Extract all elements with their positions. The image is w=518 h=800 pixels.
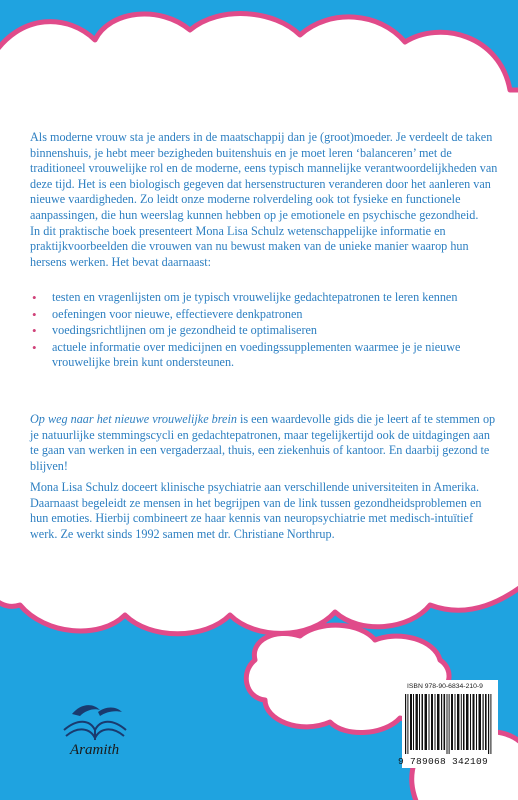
isbn-label: ISBN 978-90-6834-210-9: [407, 683, 483, 690]
bullet-list: [30, 290, 500, 372]
bullet-icon: •: [32, 339, 37, 355]
book-title: Op weg naar het nieuwe vrouwelijke brein: [30, 412, 237, 426]
author-bio: Mona Lisa Schulz doceert klinische psychiatrie aan verschillende universiteiten in Amerika. Daarnaast begeleidt ze mensen in het begrijpen van de link tussen gezondheidsproblemen en hun emoties. Hierbij combineert ze haar kennis van neuropsychiatrie met medisch-intuïtief werk. Ze werkt sinds 1992 samen met dr. Christiane Northrup.: [30, 480, 482, 541]
list-item-text: actuele informatie over medicijnen en voedingssupplementen waarmee je je nieuwe vrouwelijke brein kunt ondersteunen.: [52, 339, 461, 370]
summary-text: is een waardevolle gids die je leert af te stemmen op je natuurlijke stemmingscycli en gedachtepatronen, maar tegelijkertijd ook de uitdagingen aan te gaan van werken in een vergaderzaal, thuis, een ziekenhuis of kantoor. En daarbij gezond te blijven!: [30, 412, 496, 473]
barcode-icon: [405, 694, 493, 754]
book-paragraph: In dit praktische boek presenteert Mona Lisa Schulz wetenschappelijke informatie en praktijkvoorbeelden die vrouwen van nu bewust maken van de unieke manier waarop hun hersens werken. Het bevat daarnaast:: [30, 223, 469, 269]
publisher-name: Aramith: [70, 742, 120, 758]
barcode-digits: 9 789068 342109: [398, 756, 489, 767]
bullet-icon: •: [32, 290, 37, 305]
list-item: [30, 290, 500, 306]
intro-text-block: [30, 130, 500, 270]
list-item: [30, 307, 500, 323]
intro-paragraph: Als moderne vrouw sta je anders in de maatschappij dan je (groot)moeder. Je verdeelt de taken binnenshuis, je hebt meer bezigheden buitenshuis en je moet leren ‘balanceren’ met de traditioneel vrouwelijke rol en de moderne, eens typisch mannelijke verantwoordelijkheden van deze tijd. Het is een biologisch gegeven dat hersenstructuren veranderen door het aanleren van nieuwe vaardigheden. Zo leidt onze moderne rolverdeling ook tot fysieke en functionele aanpassingen, die hun weerslag kunnen hebben op je emotionele en psychische gezondheid.: [30, 130, 498, 222]
list-item: [30, 323, 500, 339]
list-item-text: testen en vragenlijsten om je typisch vrouwelijke gedachtepatronen te leren kennen: [52, 290, 458, 304]
summary-paragraph: [30, 412, 500, 474]
bullet-icon: •: [32, 306, 37, 322]
list-item: [30, 340, 500, 371]
bullet-icon: •: [32, 323, 37, 339]
list-item-text: oefeningen voor nieuwe, effectievere denkpatronen: [52, 306, 303, 321]
list-item-text: voedingsrichtlijnen om je gezondheid te optimaliseren: [52, 323, 318, 338]
